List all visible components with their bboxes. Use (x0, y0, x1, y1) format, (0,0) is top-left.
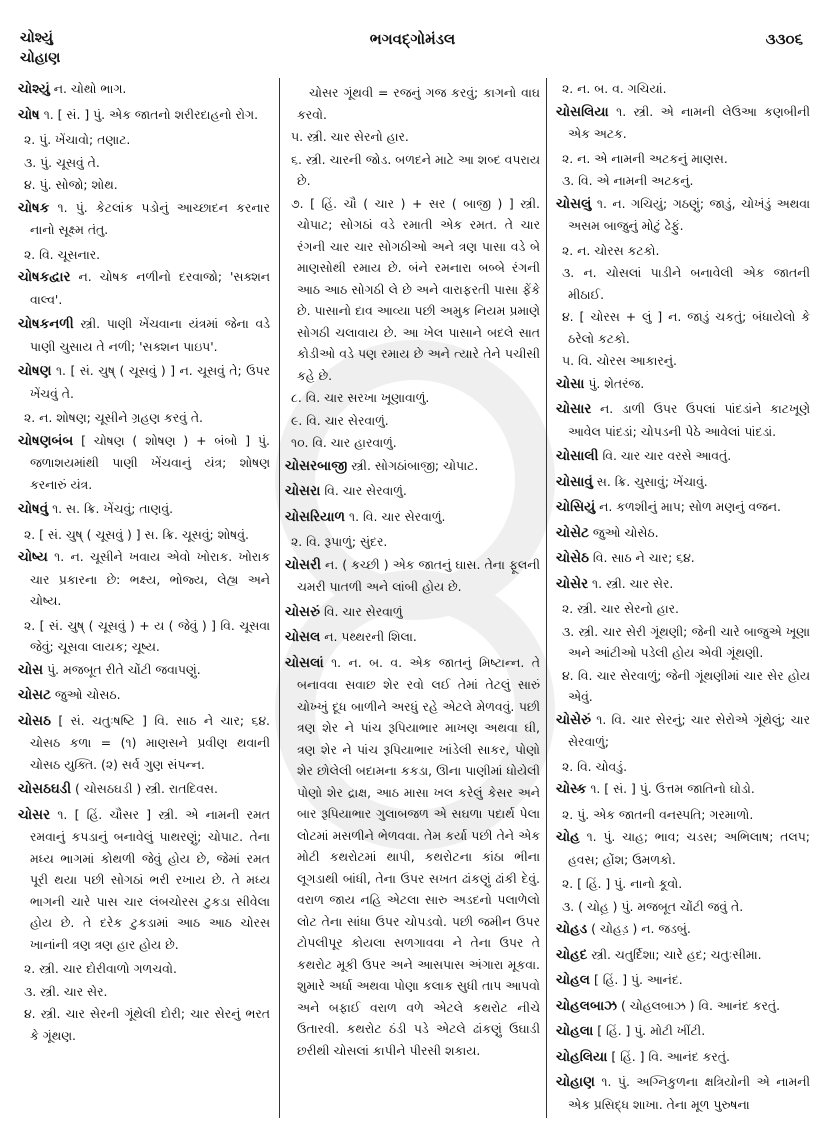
dictionary-entry (18, 430, 270, 496)
definition-text: [ સં. ચતુઃષષ્ટિ ] વિ. સાઠ ને ચાર; ૬૪. ચોસઠ કળા = (૧) માણસને પ્રવીણ થવાની ચોસઠ યુક્તિ. (૨) સર્વ ગુણ સંપન્ન. (30, 712, 270, 772)
definition-text: ૨. [ સં. ચુષ્ ( ચૂસવું ) + ય ( જેવું ) ] વિ. ચૂસવા જેવું; ચૂસવા લાયક; ચૂષ્ય. (24, 617, 270, 654)
definition-text: પું. મજબૂત રીતે ચોંટી જવાપણું. (47, 661, 201, 677)
entry-sense (285, 410, 540, 432)
definition-text: ૨. ન. એ નામની અટકનું માણસ. (562, 150, 728, 166)
entry-sense (556, 621, 810, 664)
dictionary-entry (556, 969, 810, 992)
headword: ચોહદ (556, 946, 588, 963)
definition-text: સ્ત્રી. ચતુર્દિશા; ચારે હદ; ચતુઃસીમા. (591, 946, 762, 962)
headword: ચોસાલી (556, 448, 599, 464)
dictionary-entry (18, 659, 270, 682)
entry-sense (18, 958, 270, 980)
entry-sense (556, 148, 810, 170)
entry-sense (556, 240, 810, 262)
definition-text: ન. ચોથો ભાગ. (53, 81, 127, 96)
headword: ચોસ્ક (556, 781, 587, 797)
dictionary-entry (285, 455, 540, 478)
headword: ચોસેઠ (556, 550, 589, 566)
definition-text: ૧. ન. બ. વ. એક જાતનું મિષ્ટાન્ન. તે બનાવવા સવાછ શેર રવો લઈ તેમાં તેટલું સારું ચોખ્ખું દૂધ બાળીને અરધું રહે એટલે મેળવવું. પછી ત્રણ શેર ને પાંચ રૂપિયાભાર માખણ અથવા ઘી, ત્રણ શેર ને પાંચ રૂપિયાભાર ખાંડેલી સાકર, પોણો શેર છોલેલી બદામના કકડા, ઊના પાણીમાં ધોયેલી પોણો શેર દ્રાક્ષ, આઠ માસા ખલ કરેલું કેસર અને બાર રૂપિયાભાર ગુલાબજળ એ સઘળા પદાર્થ પેલા લોટમાં મસળીને ભેળવવા. તેમ કર્યા પછી તેને એક મોટી કથરોટમાં થાપી, કથરોટના કાંઠા ભીના લૂગડાથી બાંધી, તેના ઉપર સખત ઢાંકણું ઢાંકી દેવું. વરાળ જાય નહિ એટલા સારુ અડદનો પલાળેલો લોટ તેના સાંધા ઉપર ચોપડવો. પછી જમીન ઉપર ટોપલીપૂર કોયલા સળગાવવા ને તેના ઉપર તે કથરોટ મૂકી ઉપર અને આસપાસ અંગારા મૂકવા. શુમારે અર્ધા અથવા પોણા કલાક સુધી તાપ આપવો અને બફાઈ વરાળ વળે એટલે કથરોટ નીચે ઉતારવી. કથરોટ ઠંડી પડે એટલે ઢાંકણું ઉઘાડી છરીથી ચોસલાં કાપીને પીરસી શકાય. (297, 654, 540, 1058)
entry-sense (285, 531, 540, 553)
headword: ચોસાવું (556, 473, 593, 490)
dictionary-entry (18, 710, 270, 776)
definition-text: ૫. સ્ત્રી. ચાર સેરનો હાર. (291, 129, 409, 144)
definition-text: ૧. [ સં. ચુષ્ ( ચૂસવું ) ] ન. ચૂસવું તે; ઉપર ખેંચવું તે. (30, 363, 270, 401)
dictionary-entry (556, 193, 810, 237)
headword: ચોસલ (285, 629, 321, 645)
entry-sense (556, 350, 810, 372)
definition-text: ૧. વિ. ચાર સેરવાળું. (349, 508, 446, 524)
entry-sense (18, 244, 270, 266)
dictionary-entry (285, 652, 540, 1062)
definition-text: ૭. [ હિં. ચૌ ( ચાર ) + સર ( બાજી ) ] સ્ત્રી. ચોપાટ; સોગઠાં વડે રમાતી એક રમત. તે ચાર રંગની ચાર ચાર સોગઠીઓ અને ત્રણ પાસા વડે બે માણસોથી રમાય છે. બંને રમનારા બબ્બે રંગની આઠ આઠ સોગઠી લે છે અને વારાફરતી પાસા ફેંકે છે. પાસાનો દાવ આવ્યા પછી અમુક નિયમ પ્રમાણે સોગઠી ચલાવાય છે. આ ખેલ પાસાને બદલે સાત કોડીઓ વડે પણ રમાય છે અને ત્યારે તેને પચીસી કહે છે. (291, 195, 540, 383)
entry-sense (556, 804, 810, 826)
headword: ચોસિયું (556, 499, 596, 515)
definition-text: ૨. વિ. ચોવડું. (562, 758, 628, 774)
definition-text: ૩. વિ. એ નામની અટકનું. (562, 173, 694, 188)
entry-sense (556, 78, 810, 100)
headword: ચોહડ (556, 921, 588, 937)
entry-sense (556, 306, 810, 349)
definition-text: ૧. સ. ક્રિ. ખેંચવું; તાણવું. (52, 501, 174, 516)
definition-text: વિ. ચાર ચાર વરસે આવતું. (602, 448, 732, 463)
definition-text: ૯. વિ. ચાર સેરવાળું. (291, 412, 389, 428)
headword: ચોહલબાઝ (556, 997, 618, 1014)
column-1 (18, 78, 270, 1047)
headword: ચોષણ (18, 363, 52, 379)
entry-sense (18, 129, 270, 151)
headword: ચોહાણ (556, 1074, 595, 1090)
definition-text: ૧. ન. ચૂસીને ખવાય એવો ખોરાક. ખોરાક ચાર પ્રકારના છે: ભક્ષ્ય, ભોજ્ય, લેહ્ય અને ચોષ્ય. (30, 549, 270, 608)
entry-sense (556, 170, 810, 192)
definition-text: સ્ત્રી. પાણી ખેંચવાના યંત્રમાં જેના વડે પાણી ચુસાય તે નળી; 'સક્શન પાઇપ'. (30, 316, 270, 354)
definition-text: ૨. સ્ત્રી. ચાર સેરનો હાર. (562, 601, 679, 616)
headword: ચોહલિયા (556, 1048, 608, 1065)
definition-text: ૨. ન. બ. વ. ગચિયાં. (562, 81, 667, 96)
first-guide-word: ચોશ્યું (20, 30, 53, 46)
definition-text: ૪. પું. સોજો; શોથ. (24, 177, 118, 192)
definition-text: [ હિં. ] પું. મોટી ખીંટી. (597, 1023, 706, 1038)
column-2 (285, 82, 540, 1064)
definition-text: ૨. ન. ચોરસ કટકો. (562, 242, 660, 258)
entry-sense (556, 756, 810, 778)
dictionary-entry (285, 506, 540, 529)
dictionary-entry (556, 373, 810, 396)
entry-sense (18, 524, 270, 546)
headword: ચોસરા (285, 483, 321, 499)
headword: ચોહલા (556, 1023, 594, 1039)
definition-text: ૧. પું. ચાહ; ભાવ; ચડસ; અભિલાષ; તલપ; હવસ; હોંશ; ઉમળકો. (568, 829, 810, 867)
definition-text: ૨. [ સં. ચુષ્ ( ચૂસવું ) ] સ. ક્રિ. ચૂસવું; શોષવું. (24, 526, 249, 542)
definition-text: જુઓ ચોસઠ. (54, 687, 121, 702)
headword: ચોસરી (285, 556, 321, 573)
dictionary-entry (556, 445, 810, 468)
entry-sense (285, 387, 540, 409)
dictionary-entry (556, 496, 810, 519)
definition-text: ન. પથ્થરની શિલા. (324, 629, 417, 644)
dictionary-entry (18, 684, 270, 707)
definition-text: ન. કળશીનું માપ; સોળ મણનું વજન. (599, 499, 781, 514)
headword: ચોસ (18, 661, 44, 678)
dictionary-entry (556, 918, 810, 941)
headword: ચોસરિયાળ (285, 508, 346, 525)
definition-text: ૨. વિ. ચૂસનાર. (24, 246, 101, 262)
headword: ચોસલાં (285, 654, 324, 671)
definition-text: ૨. [ હિં. ] પું. નાનો કૂવો. (562, 876, 683, 891)
definition-text: ૧. વિ. ચાર સેરનું; ચાર સેરોએ ગૂંથેલું; ચાર સેરવાળું; (568, 711, 810, 749)
definition-text: ૨. સ્ત્રી. ચાર દોરીવાળો ગળચવો. (24, 961, 177, 976)
headword: ચોહલ (556, 972, 590, 988)
definition-text: ૩. ( ચોહ઼ ) પું. મજબૂત ચોંટી જવું તે. (562, 898, 744, 914)
definition-text: ૧. પું. કેટલાંક પડોનું આચ્છાદન કરનાર નાનો સૂક્ષ્મ તંતુ. (30, 199, 270, 237)
definition-text: ૪. સ્ત્રી. ચાર સેરની ગૂંથેલી દોરી; ચાર સેરનું ભરત કે ગૂંથણ. (24, 1006, 270, 1043)
headword: ચોષ્ય (18, 549, 48, 565)
definition-text: ૧૦. વિ. ચાર હારવાળું. (291, 435, 397, 450)
definition-text: ૩. સ્ત્રી. ચાર સેરી ગૂંથણી; જેની ચારે બાજુએ ખૂણા અને આંટીઓ પડેલી હોય એવી ગૂંથણી. (562, 623, 810, 660)
entry-sense (285, 193, 540, 387)
definition-text: ૧. ન. ગચિયું; ગઠણું; જાડું, ચોખંડું અથવા અસમ બાજુનું મોટું ઢેફું. (568, 195, 810, 233)
dictionary-entry (18, 313, 270, 357)
last-guide-word: ચોહાણ (20, 50, 61, 66)
headword: ચોષક (18, 199, 50, 216)
entry-sense (556, 665, 810, 708)
dictionary-entry (18, 804, 270, 956)
dictionary-entry (556, 101, 810, 145)
entry-sense (556, 262, 810, 305)
definition-text: ( ચોહડ઼ ) ન. જડબું. (591, 921, 691, 936)
dictionary-entry (556, 398, 810, 442)
definition-text: વિ. ચાર સેરવાળું (323, 603, 403, 619)
dictionary-entry (18, 104, 270, 127)
definition-text: વિ. સાઠ ને ચાર; ૬૪. (592, 550, 695, 565)
definition-text: ૮. વિ. ચાર સરખા ખૂણાવાળું. (291, 390, 430, 405)
entry-sense (556, 896, 810, 918)
dictionary-title: ભગવદ્ગોમંડલ (369, 30, 456, 48)
definition-text: ૫. વિ. ચોરસ આકારનું. (562, 353, 677, 368)
dictionary-entry (556, 547, 810, 570)
definition-text: જુઓ ચોસેઠ. (592, 524, 659, 540)
headword: ચોસા (556, 375, 585, 392)
page-number: ૩૩૦૬ (765, 30, 803, 48)
headword: ચોહ (556, 829, 580, 845)
dictionary-entry (556, 1020, 810, 1043)
definition-text: સ્ત્રી. સોગઠાંબાજી; ચોપાટ. (351, 457, 479, 473)
entry-sense (18, 981, 270, 1003)
definition-text: ૨. પું. એક જાતની વનસ્પતિ; ગરમાળો. (562, 806, 754, 822)
definition-text: ૩. ન. ચોસલાં પાડીને બનાવેલી એક જાતની મીઠાઈ. (562, 265, 810, 302)
entry-sense (18, 152, 270, 174)
headword: ચોસટ (18, 687, 51, 703)
dictionary-entry (18, 778, 270, 801)
entry-sense (556, 873, 810, 895)
dictionary-entry (556, 778, 810, 801)
headword: ચોસલું (556, 195, 592, 212)
definition-text: ન. ડાળી ઉપર ઉપલાં પાંદડાંને કાટખૂણે આવેલ પાંદડાં; ચોપડની પેઠે આવેલાં પાંદડાં. (568, 401, 810, 439)
definition-text: ૧. [ સં. ] પું. એક જાતનો શરીરદાહનો રોગ. (43, 106, 259, 122)
headword: ચોસેર (556, 575, 589, 592)
headword: ચોષવું (18, 501, 49, 517)
definition-text: ( ચોહલબાઝ ) વિ. આનંદ કરતું. (620, 997, 781, 1013)
headword: ચોસાર (556, 401, 592, 417)
definition-text: ૧. [ હિં. ચૌસર ] સ્ત્રી. એ નામની રમત રમવાનું કપડાનું બનાવેલું પાથરણું; ચોપાટ. તેના મધ્ય ભાગમાં કોથળી જેવું હોય છે, જેમાં રમત પૂરી થયા પછી સોગઠાં ભરી રખાય છે. તે મધ્ય ભાગની ચારે પાસ ચાર લંબચોરસ ટુકડા સીવેલા હોય છે. તે દરેક ટુકડામાં આઠ આઠ ચોરસ ખાનાંની ત્રણ ત્રણ હાર હોય છે. (30, 806, 270, 952)
dictionary-entry (556, 573, 810, 596)
dictionary-entry (556, 995, 810, 1018)
dictionary-entry (556, 522, 810, 545)
dictionary-entry (18, 197, 270, 241)
headword: ચોસેરું (556, 711, 592, 728)
headword: ચોસઠ (18, 712, 51, 729)
column-3 (556, 78, 810, 1118)
dictionary-entry (285, 601, 540, 624)
definition-text: [ હિં. ] વિ. આનંદ કરતું. (611, 1048, 730, 1064)
definition-text: ૩. સ્ત્રી. ચાર સેર. (24, 983, 108, 999)
definition-text: ૧. સ્ત્રી. એ નામની લેઉઆ કણબીની એક અટક. (568, 103, 810, 141)
definition-text: [ હિં. ] પું. આનંદ. (593, 972, 683, 987)
definition-text: ચોસર ગૂંથવી = રજનું ગજ કરવું; કાગનો વાઘ કરવો. (297, 85, 540, 122)
entry-sense (18, 407, 270, 429)
definition-text: ( ચોસઠઘડી ) સ્ત્રી. રાતદિવસ. (75, 781, 218, 796)
definition-text: ૧. સ્ત્રી. ચાર સેર. (592, 575, 674, 591)
definition-text: ૪. [ ચોરસ + લું ] ન. જાડું ચકતું; બંધાયેલો કે ઠરેલો કટકો. (562, 309, 810, 346)
entry-sense (18, 1003, 270, 1046)
dictionary-entry (18, 78, 270, 101)
entry-sense (18, 174, 270, 196)
entry-sense (556, 598, 810, 620)
dictionary-entry (556, 826, 810, 870)
headword: ચોષ (18, 106, 40, 123)
dictionary-entry (18, 266, 270, 310)
definition-text: ૨. ન. શોષણ; ચૂસીને ગ્રહણ કરવું તે. (24, 410, 203, 425)
headword: ચોસરબાજી (285, 457, 348, 474)
definition-text: સ. ક્રિ. ચુસાવું; ખેંચાવું. (596, 473, 708, 489)
entry-sense (285, 432, 540, 454)
dictionary-entry (18, 360, 270, 404)
headword: ચોષકદ્વાર (18, 269, 71, 285)
dictionary-entry (18, 498, 270, 521)
definition-text: ૧. પું. અગ્નિકુળના ક્ષત્રિયોની એ નામની એક પ્રસિદ્ધ શાખા. તેના મૂળ પુરુષના (568, 1074, 810, 1112)
definition-text: ૬. સ્ત્રી. ચારની જોડ. બળદને માટે આ શબ્દ વપરાય છે. (291, 151, 540, 188)
definition-text: ૪. વિ. ચાર સેરવાળું; જેની ગૂંથણીમાં ચાર સેર હોય એવું. (562, 667, 810, 704)
definition-text: વિ. ચાર સેરવાળું. (324, 483, 407, 498)
definition-text: પું. શેતરંજ. (588, 375, 645, 391)
dictionary-entry (285, 480, 540, 503)
headword: ચોશ્યું (18, 81, 50, 97)
dictionary-entry (18, 546, 270, 612)
entry-sense (285, 126, 540, 148)
dictionary-entry (556, 1046, 810, 1069)
entry-sense (18, 615, 270, 658)
headword: ચોસેટ (556, 524, 589, 541)
dictionary-entry (285, 626, 540, 649)
dictionary-entry (556, 1071, 810, 1115)
definition-text: ન. ( કચ્છી ) એક જાતનું ઘાસ. તેના ફૂલની ચમરી પાતળી અને લાંબી હોય છે. (297, 556, 540, 594)
definition-text: ૩. પું. ચૂસવું તે. (24, 154, 100, 170)
entry-continuation (285, 82, 540, 125)
definition-text: ૨. વિ. રૂપાળું; સુંદર. (291, 534, 388, 549)
definition-text: ૧. [ સં. ] પું. ઉત્તમ જાતિનો ઘોડો. (590, 781, 755, 796)
definition-text: ૨. પું. ખેંચાવો; તણાટ. (24, 132, 131, 147)
headword: ચોસલિયા (556, 103, 609, 120)
dictionary-entry (556, 709, 810, 753)
entry-sense (285, 149, 540, 192)
definition-text: [ ચોષણ ( શોષણ ) + બંબો ] પું. જળાશયમાંથી પાણી ખેંચવાનું યંત્ર; શોષણ કરનારું યંત્ર. (30, 432, 270, 492)
headword: ચોષણબંબ (18, 432, 74, 449)
headword: ચોસઠઘડી (18, 781, 72, 797)
definition-text: ન. ચોષક નળીનો દરવાજો; 'સક્શન વાલ્વ'. (30, 269, 270, 307)
dictionary-entry (556, 471, 810, 494)
dictionary-entry (285, 554, 540, 598)
dictionary-entry (556, 944, 810, 967)
headword: ચોષકનળી (18, 316, 74, 332)
headword: ચોસર (18, 806, 51, 823)
headword: ચોસરું (285, 603, 321, 620)
